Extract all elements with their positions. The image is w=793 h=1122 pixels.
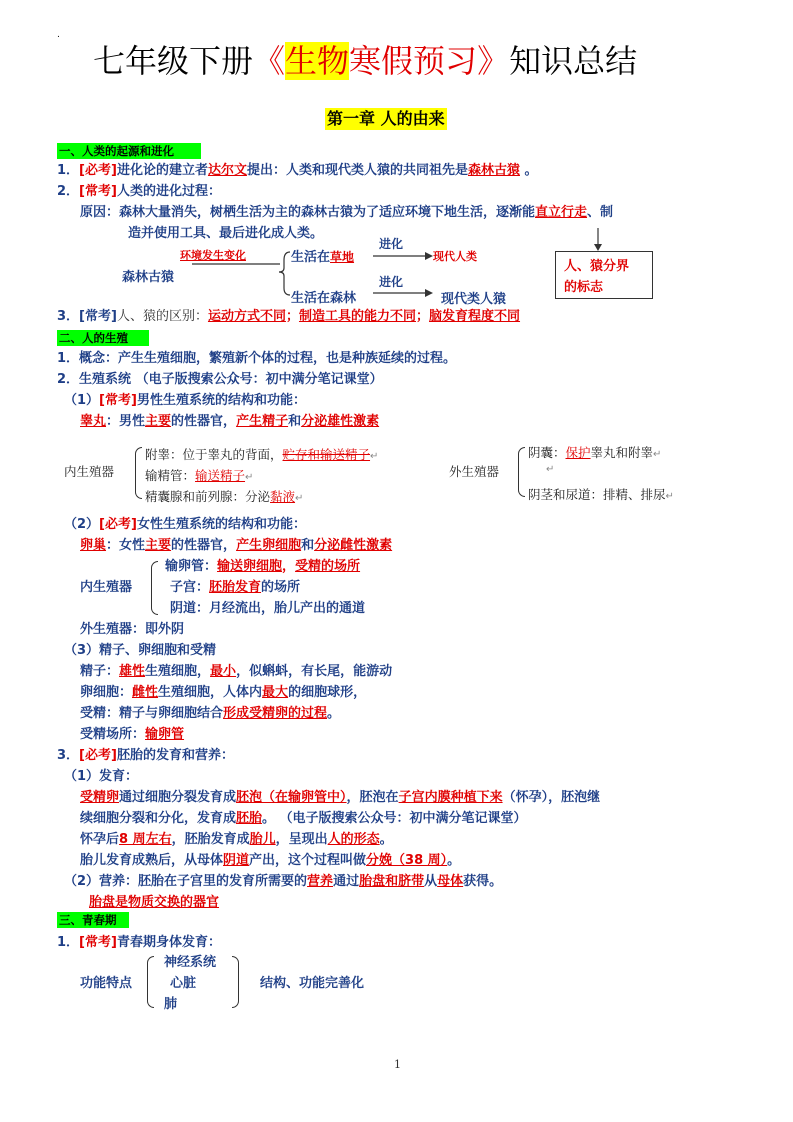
male-inner-3: [145, 487, 303, 505]
s2-l3-a: （1）: [64, 393, 100, 408]
boundary-box: [555, 251, 653, 299]
male-inner-2: [145, 466, 253, 484]
modern-ape-node: 现代类人猿: [441, 292, 507, 307]
tag-bikao: [必考]: [79, 163, 117, 178]
title-highlight-1: 生物: [285, 42, 350, 80]
s1-l5-b: 运动方式不同: [207, 309, 286, 324]
female-i2c: 的场所: [261, 580, 301, 595]
s2-l5-tag: [必考]: [99, 517, 137, 532]
s2-l10-c: 生殖细胞，人体内: [158, 685, 263, 700]
s2-l19-c: 通过: [333, 874, 360, 889]
tag-changkao: [常考]: [79, 184, 117, 199]
male-inner-label: 内生殖器: [64, 464, 115, 479]
title-close-bracket: 》: [477, 42, 510, 80]
female-inner-1: [165, 557, 360, 577]
s3-l1-num: 1．: [57, 935, 80, 950]
s2-line-2: 2．生殖系统 （电子版搜索公众号：初中满分笔记课堂）: [57, 372, 383, 387]
s1-l3-c: 、制: [587, 205, 614, 220]
evolve-label-1: 进化: [379, 237, 404, 251]
s2-l4-d: 的性器官，: [171, 414, 237, 429]
evolve-label-2: 进化: [379, 275, 404, 289]
env-change-label: 环境发生变化: [180, 249, 246, 262]
male-mark-4: ↵: [653, 449, 662, 460]
s2-l19-f: 母体: [437, 874, 464, 889]
s1-l2-num: 2．: [57, 184, 80, 199]
s1-l5-c: ；: [285, 309, 299, 324]
s2-l10-b: 雌性: [132, 685, 159, 700]
s2-l17-f: 人的形态: [327, 832, 380, 847]
s2-l19-e: 从: [424, 874, 438, 889]
female-i2b: 胚胎发育: [209, 580, 262, 595]
s1-l5-num: 3．: [57, 309, 80, 324]
boundary-box-line-2: 的标志: [564, 280, 604, 295]
title-post: 知识总结: [509, 42, 638, 80]
s2-l3-b: 男性生殖系统的结构和功能：: [136, 393, 306, 408]
function-brace-left: [147, 956, 154, 1008]
s2-l4-c: 主要: [145, 414, 172, 429]
male-i3b: 黏液: [270, 489, 296, 504]
s2-line-20: 胎盘是物质交换的器官: [89, 895, 220, 910]
s2-l18-e: 。: [447, 853, 461, 868]
s2-l18-c: 产出，这个过程叫做: [249, 853, 367, 868]
s2-line-19: [64, 872, 502, 892]
forest-ape-node: 森林古猿: [122, 270, 175, 285]
s2-l4-b: ：男性: [106, 414, 146, 429]
male-outer-1: [528, 443, 661, 461]
female-i1a: 输卵管：: [165, 559, 218, 574]
s3-l1-a: 青春期身体发育：: [116, 935, 221, 950]
s2-l9-a: 精子：: [80, 664, 120, 679]
grassland-a: 生活在: [291, 250, 331, 265]
chapter-heading: 第一章 人的由来: [327, 109, 445, 128]
s2-line-14: （1）发育：: [64, 769, 139, 784]
s2-l19-d: 胎盘和脐带: [359, 874, 425, 889]
s2-l9-b: 雄性: [119, 664, 146, 679]
s2-l17-e: ，呈现出: [275, 832, 328, 847]
title-highlight-2: 寒假预习: [349, 42, 478, 80]
s2-l9-c: 生殖细胞，: [145, 664, 211, 679]
s2-l6-d: 的性器官，: [171, 538, 237, 553]
female-inner-3: 阴道：月经流出，胎儿产出的通道: [170, 601, 366, 616]
s3-l1-tag: [常考]: [79, 935, 117, 950]
forest-node: 生活在森林: [291, 291, 357, 306]
male-o1a: 阴囊：: [528, 445, 566, 460]
s1-line-4: 造并使用工具、最后进化成人类。: [128, 226, 324, 241]
s2-l10-a: 卵细胞：: [80, 685, 133, 700]
male-outer-mark: ↵: [546, 464, 555, 475]
s2-l4-g: 分泌雄性激素: [301, 414, 380, 429]
s2-l5-a: （2）: [64, 517, 100, 532]
male-o1b: 保护: [565, 445, 591, 460]
male-i3a: 精囊腺和前列腺：分泌: [145, 489, 271, 504]
s2-line-4: [80, 412, 379, 432]
s2-l4-e: 产生精子: [236, 414, 289, 429]
s2-line-15: [80, 788, 600, 808]
section-heading-1: 一、人类的起源和进化: [57, 143, 201, 159]
s2-l16-c: 。 （电子版搜索公众号：初中满分笔记课堂）: [262, 811, 527, 826]
section-heading-3: 三、青春期: [57, 912, 129, 928]
s2-l17-b: 8 周左右: [119, 832, 172, 847]
female-inner-2: [170, 578, 300, 598]
s2-line-18: [80, 851, 460, 871]
s2-l17-a: 怀孕后: [80, 832, 120, 847]
s2-l11-c: 。: [327, 706, 341, 721]
s2-l18-a: 胎儿发育成熟后，从母体: [80, 853, 224, 868]
function-result: 结构、功能完善化: [260, 976, 365, 991]
s2-l17-c: ，胚胎发育成: [171, 832, 250, 847]
s1-l3-a: 原因：森林大量消失，树栖生活为主的森林古猿为了适应环境下地生活，逐渐能: [80, 205, 536, 220]
s2-line-9: [80, 662, 392, 682]
s2-line-5: [64, 515, 306, 535]
s2-l15-e: 子宫内膜种植下来: [398, 790, 503, 805]
male-mark-3: ↵: [295, 493, 304, 504]
boundary-box-line-1: 人、猿分界: [564, 259, 630, 274]
s1-l2-a: 人类的进化过程：: [116, 184, 221, 199]
female-i2a: 子宫：: [170, 580, 210, 595]
s2-l6-c: 主要: [145, 538, 172, 553]
s2-l11-b: 形成受精卵的过程: [223, 706, 328, 721]
male-outer-brace: [518, 447, 525, 497]
page-number: 1: [394, 1058, 401, 1071]
s1-l1-num: 1．: [57, 163, 80, 178]
s1-l1-a: 进化论的建立者: [116, 163, 208, 178]
s2-line-3: [64, 391, 306, 411]
s2-l18-b: 阴道: [223, 853, 250, 868]
section-heading-2: 二、人的生殖: [57, 330, 149, 346]
s2-l12-b: 输卵管: [145, 727, 185, 742]
s2-l15-d: ，胚泡在: [346, 790, 399, 805]
s2-l19-b: 营养: [307, 874, 334, 889]
s2-line-7: 外生殖器：即外阴: [80, 622, 185, 637]
organ-item-3: 肺: [164, 997, 178, 1012]
s2-l4-f: 和: [288, 414, 302, 429]
ovary: 卵巢: [80, 538, 107, 553]
s1-l5-d: 制造工具的能力不同: [298, 309, 416, 324]
s2-line-16: [80, 809, 527, 829]
s1-l1-darwin: 达尔文: [207, 163, 247, 178]
male-mark-2: ↵: [245, 472, 254, 483]
s2-l13-num: 3．: [57, 748, 80, 763]
organ-item-1: 神经系统: [164, 955, 217, 970]
testis: 睾丸: [80, 414, 107, 429]
function-brace-right: [232, 956, 239, 1008]
grassland-b: 草地: [330, 250, 355, 264]
female-inner-label: 内生殖器: [80, 580, 133, 595]
male-outer-label: 外生殖器: [449, 464, 500, 479]
s1-l5-e: ；: [416, 309, 430, 324]
male-i1a: 附睾：位于睾丸的背面，: [145, 447, 283, 462]
title-pre: 七年级下册: [93, 42, 254, 80]
s1-line-5: [57, 307, 520, 327]
s2-l13-tag: [必考]: [79, 748, 117, 763]
organ-item-2: 心脏: [170, 976, 197, 991]
male-inner-brace: [135, 447, 142, 499]
male-i2b: 输送精子: [195, 468, 246, 483]
female-i1c: ，: [282, 559, 296, 574]
s2-line-8: （3）精子、卵细胞和受精: [64, 643, 217, 658]
s2-l16-a: 续细胞分裂和分化，发育成: [80, 811, 237, 826]
s3-line-1: [57, 933, 221, 953]
female-i1d: 受精的场所: [295, 559, 361, 574]
s2-l15-b: 通过细胞分裂发育成: [119, 790, 237, 805]
s2-l9-d: 最小: [210, 664, 237, 679]
corner-dot: .: [57, 30, 60, 40]
s2-l18-d: 分娩（38 周）: [366, 853, 448, 868]
male-i1b: 贮存和输送精子: [282, 447, 371, 462]
male-mark-1: ↵: [370, 451, 379, 462]
s2-l19-a: （2）营养：胚胎在子宫里的发育所需要的: [64, 874, 308, 889]
female-inner-brace: [151, 561, 158, 615]
s1-l3-upright: 直立行走: [535, 205, 588, 220]
s2-l10-e: 的细胞球形，: [288, 685, 367, 700]
male-o2: 阴茎和尿道：排精、排尿: [528, 487, 666, 502]
s2-l9-e: ，似蝌蚪，有长尾，能游动: [236, 664, 393, 679]
s2-line-12: [80, 725, 184, 745]
s2-l15-c: 胚泡（在输卵管中）: [236, 790, 347, 805]
s2-l10-d: 最大: [262, 685, 289, 700]
male-inner-1: [145, 445, 378, 463]
s2-line-17: [80, 830, 393, 850]
s1-l5-f: 脑发育程度不同: [429, 309, 521, 324]
function-label: 功能特点: [80, 976, 133, 991]
s2-l13-a: 胚胎的发育和营养：: [116, 748, 234, 763]
male-outer-2: [528, 485, 674, 503]
s2-l17-d: 胎儿: [249, 832, 276, 847]
male-mark-5: ↵: [665, 491, 674, 502]
modern-human-node: 现代人类: [433, 250, 477, 263]
s1-l1-forest-ape: 森林古猿: [467, 163, 520, 178]
s2-l6-f: 和: [301, 538, 315, 553]
male-o1c: 睾丸和附睾: [590, 445, 654, 460]
s1-l5-a: 人、猿的区别：: [116, 309, 208, 324]
s2-l15-f: （怀孕），胚泡继: [502, 790, 601, 805]
s2-l5-b: 女性生殖系统的结构和功能：: [136, 517, 306, 532]
s2-line-1: 1．概念：产生生殖细胞，繁殖新个体的过程，也是种族延续的过程。: [57, 351, 457, 366]
s2-l11-a: 受精：精子与卵细胞结合: [80, 706, 224, 721]
s2-line-11: [80, 704, 340, 724]
s1-l1-c: 提出：人类和现代类人猿的共同祖先是: [246, 163, 468, 178]
s2-l16-b: 胚胎: [236, 811, 263, 826]
s2-line-13: [57, 746, 234, 766]
s2-l15-a: 受精卵: [80, 790, 120, 805]
s2-line-6: [80, 536, 392, 556]
s2-line-10: [80, 683, 366, 703]
s2-l12-a: 受精场所：: [80, 727, 146, 742]
s1-l1-e: 。: [520, 163, 538, 178]
s1-l5-tag: [常考]: [79, 309, 117, 324]
s2-l17-g: 。: [379, 832, 393, 847]
grassland-node: [291, 246, 354, 265]
s2-l19-g: 获得。: [463, 874, 503, 889]
s2-l6-e: 产生卵细胞: [236, 538, 302, 553]
s2-l6-b: ：女性: [106, 538, 146, 553]
s2-l6-g: 分泌雌性激素: [314, 538, 393, 553]
female-i1b: 输送卵细胞: [217, 559, 283, 574]
s2-l3-tag: [常考]: [99, 393, 137, 408]
male-i2a: 输精管：: [145, 468, 196, 483]
title-open-bracket: 《: [253, 42, 286, 80]
